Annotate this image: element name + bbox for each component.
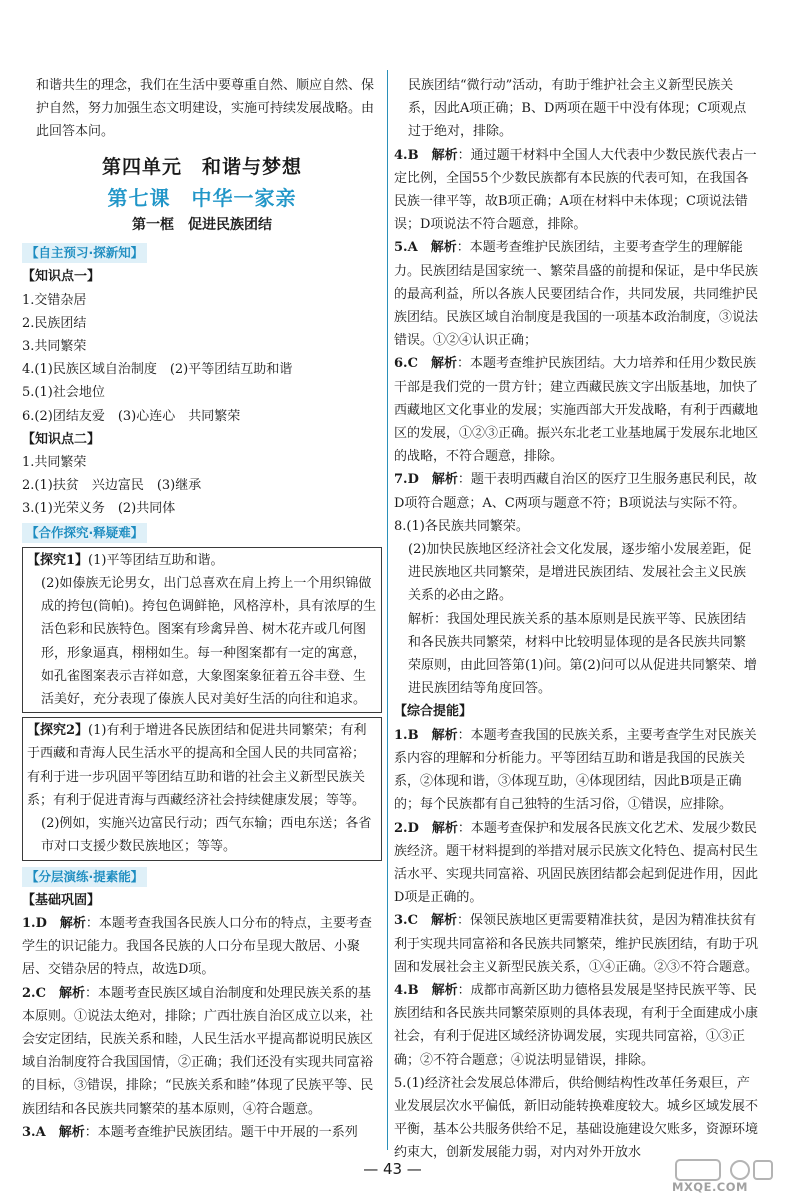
kp1-item: 3.共同繁荣: [22, 339, 87, 355]
left-column: [22, 74, 382, 1144]
analysis-label: 解析: [431, 982, 458, 998]
analysis-label: 解析: [431, 472, 458, 488]
kp2-item: 3.(1)光荣义务 (2)共同体: [22, 501, 176, 517]
answer-number: 7.D: [394, 472, 419, 488]
answer-text: ：题干表明西藏自治区的医疗卫生服务惠民利民，故D项符合题意；A、C两项与题意不符；B项说法与实际不符。: [394, 472, 757, 511]
analysis-label: 解析: [431, 727, 458, 743]
answer-item: [394, 817, 758, 910]
answer-item: [22, 982, 382, 1121]
section-banner-practice: 【分层演练·提素能】: [22, 867, 147, 887]
answer-text: ：本题考查我国的民族关系，主要考查学生对民族关系内容的理解和分析能力。平等团结互助和谐是我国的民族关系，②体现和谐，③体现互助，④体现团结，因此B项是正确的；每个民族都有自己独特的生活习俗，①错误，应排除。: [394, 727, 757, 813]
answer-text: ：本题考查维护民族团结，主要考查学生的理解能力。民族团结是国家统一、繁荣昌盛的前提和保证，是中华民族的最高利益，所以各族人民要团结合作，共同发展，共同维护民族团结。民族区域自治制度是我国的一项基本政治制度，③说法错误。①②④认识正确；: [394, 240, 759, 349]
kp2-item: 2.(1)扶贫 兴边富民 (3)继承: [22, 478, 202, 494]
answer-text: ：通过题干材料中全国人大代表中少数民族代表占一定比例，全国55个少数民族都有本民族的代表可知，在我国各民族一律平等，故B项正确；A项在材料中未体现；C项说法错误；D项说法不符合题意，排除。: [394, 147, 757, 233]
answer-text: ：本题考查我国各民族人口分布的特点，主要考查学生的识记能力。我国各民族的人口分布呈现大散居、小聚居、交错杂居的特点，故选D项。: [22, 915, 372, 978]
section-banner-preview: 【自主预习·探新知】: [22, 243, 147, 263]
answer-number: 1.B: [394, 727, 419, 743]
answer-number: 5.A: [394, 240, 418, 256]
answer-stamp-icon: [672, 1158, 776, 1196]
answer-number: 3.A: [22, 1124, 46, 1140]
frame-title: 第一框 促进民族团结: [132, 217, 272, 234]
answer-item: [394, 979, 758, 1072]
unit-title: 第四单元 和谐与梦想: [101, 155, 302, 178]
answer-item: [394, 236, 758, 352]
kp1-item: 6.(2)团结友爱 (3)心连心 共同繁荣: [22, 408, 241, 424]
answer-text: ：保领民族地区更需要精准扶贫，是因为精准扶贫有利于实现共同富裕和各民族共同繁荣，维护民族团结，有助于巩固和发展社会主义新型民族关系，①④正确。②③不符合题意。: [394, 913, 759, 975]
answer-item: [22, 912, 382, 982]
watermark-text: MXQE.COM: [672, 1180, 748, 1194]
answer-number: 1.D: [22, 915, 47, 931]
explore-2-paragraph: (2)例如，实施兴边富民行动；西气东输；西电东送；各省市对口支援少数民族地区；等等。: [41, 816, 372, 855]
answer-3-continuation: 民族团结“微行动”活动，有助于维护社会主义新型民族关系，因此A项正确；B、D两项在题干中没有体现；C项观点过于绝对，排除。: [408, 78, 747, 140]
explore-1-text: (1)平等团结互助和谐。: [88, 552, 224, 568]
analysis-label: 解析: [59, 915, 86, 931]
answer-8-part-1: 8.(1)各民族共同繁荣。: [394, 518, 529, 534]
column-divider: [387, 70, 388, 1150]
answer-number: 6.C: [394, 356, 418, 372]
comprehensive-label: 【综合提能】: [394, 704, 473, 720]
explore-1-paragraph: (2)如傣族无论男女，出门总喜欢在肩上挎上一个用织锦做成的挎包(筒帕)。挎包色调鲜艳，风格淳朴，具有浓厚的生活色彩和民族特色。图案有珍禽异兽、树木花卉或几何图形，形象逼真，栩栩如生。每一种图案都有一定的寓意，如孔雀图案表示吉祥如意，大象图案象征着五谷丰登、生活美好，充分表现了傣族人民对美好生活的向往和追求。: [41, 576, 377, 708]
kp1-item: 4.(1)民族区域自治制度 (2)平等团结互助和谐: [22, 362, 293, 378]
answer-item: [394, 724, 758, 817]
answer-text: ：成都市高新区助力德格县发展是坚持民族平等、民族团结和各民族共同繁荣原则的具体表现，有利于全面建成小康社会，有利于促进区域经济协调发展，实现共同富裕，①③正确；②不符合题意；④说法明显错误，排除。: [394, 982, 759, 1068]
answer-item: [22, 1121, 382, 1144]
knowledge-point-2-label: 【知识点二】: [22, 431, 101, 447]
answer-8-part-2: (2)加快民族地区经济社会文化发展，逐步缩小发展差距，促进民族地区共同繁荣，是增进民族团结、发展社会主义民族关系的必由之路。: [408, 542, 752, 604]
answer-item: [394, 352, 758, 468]
basic-consolidation-label: 【基础巩固】: [22, 892, 101, 908]
answer-number: 3.C: [394, 913, 418, 929]
kp1-item: 2.民族团结: [22, 315, 87, 331]
explore-2-box: [22, 717, 382, 860]
analysis-label: 解析: [431, 147, 458, 163]
explore-2-text: (1)有利于增进各民族团结和促进共同繁荣；有利于西藏和青海人民生活水平的提高和全国人民的共同富裕；有利于进一步巩固平等团结互助和谐的社会主义新型民族关系；有利于促进青海与西藏经济社会持续健康发展；等等。: [27, 723, 367, 808]
analysis-label: 解析: [431, 820, 458, 836]
answer-text: ：本题考查保护和发展各民族文化艺术、发展少数民族经济。题干材料提到的举措对展示民族文化特色、提高村民生活水平、实现共同富裕、巩固民族团结都会起到促进作用，因此D项是正确的。: [394, 820, 759, 906]
answer-number: 4.B: [394, 147, 419, 163]
answer-item: [394, 468, 758, 514]
explore-1-label: 【探究1】: [27, 552, 89, 568]
intro-paragraph: 和谐共生的理念，我们在生活中要尊重自然、顺应自然、保护自然，努力加强生态文明建设，实施可持续发展战略。由此回答本问。: [36, 78, 375, 140]
page-number: — 43 —: [363, 1160, 422, 1178]
kp1-item: 5.(1)社会地位: [22, 385, 105, 401]
answer-number: 4.B: [394, 982, 419, 998]
lesson-title: 第七课 中华一家亲: [107, 185, 297, 210]
analysis-label: 解析: [58, 1124, 85, 1140]
answer-item: [394, 144, 758, 237]
kp1-item: 1.交错杂居: [22, 292, 87, 308]
knowledge-point-1-label: 【知识点一】: [22, 269, 101, 285]
explore-2-label: 【探究2】: [27, 723, 89, 739]
section-banner-explore: 【合作探究·释疑难】: [22, 523, 147, 543]
answer-item: [394, 909, 758, 979]
analysis-label: 解析: [430, 356, 457, 372]
analysis-label: 解析: [430, 240, 457, 256]
answer-number: 2.C: [22, 985, 46, 1001]
answer-text: ：本题考查维护民族团结。题干中开展的一系列: [84, 1124, 358, 1140]
answer-number: 2.D: [394, 820, 419, 836]
answer-5-text: 5.(1)经济社会发展总体滞后，供给侧结构性改革任务艰巨，产业发展层次水平偏低，新旧动能转换难度较大。城乡区域发展不平衡，基本公共服务供给不足，基础设施建设欠账多，资源环境约束大，创新发展能力弱，对内对外开放水: [394, 1075, 759, 1161]
right-column: [394, 74, 758, 1165]
analysis-label: 解析: [430, 913, 457, 929]
explore-1-box: [22, 547, 382, 713]
answer-text: ：本题考查民族区域自治制度和处理民族关系的基本原则。①说法太绝对，排除；广西壮族自治区成立以来，社会安定团结，民族关系和睦，人民生活水平提高都说明民族区域自治制度符合我国国情，②正确；我们还没有实现共同富裕的目标，③错误，排除；“民族关系和睦”体现了民族平等、民族团结和各民族共同繁荣的基本原则，④符合题意。: [22, 985, 374, 1117]
answer-text: ：本题考查维护民族团结。大力培养和任用少数民族干部是我们党的一贯方针；建立西藏民族文字出版基地，加快了西藏地区文化事业的发展；实施西部大开发战略，有利于西藏地区的发展，①②③正确。振兴东北老工业基地属于发展东北地区的战略，不符合题意，排除。: [394, 356, 759, 465]
answer-8-analysis: 解析：我国处理民族关系的基本原则是民族平等、民族团结和各民族共同繁荣，材料中比较明显体现的是各民族共同繁荣原则，由此回答第(1)问。第(2)问可以从促进共同繁荣、增进民族团结等角度回答。: [408, 611, 757, 697]
kp2-item: 1.共同繁荣: [22, 455, 87, 471]
analysis-label: 解析: [58, 985, 85, 1001]
